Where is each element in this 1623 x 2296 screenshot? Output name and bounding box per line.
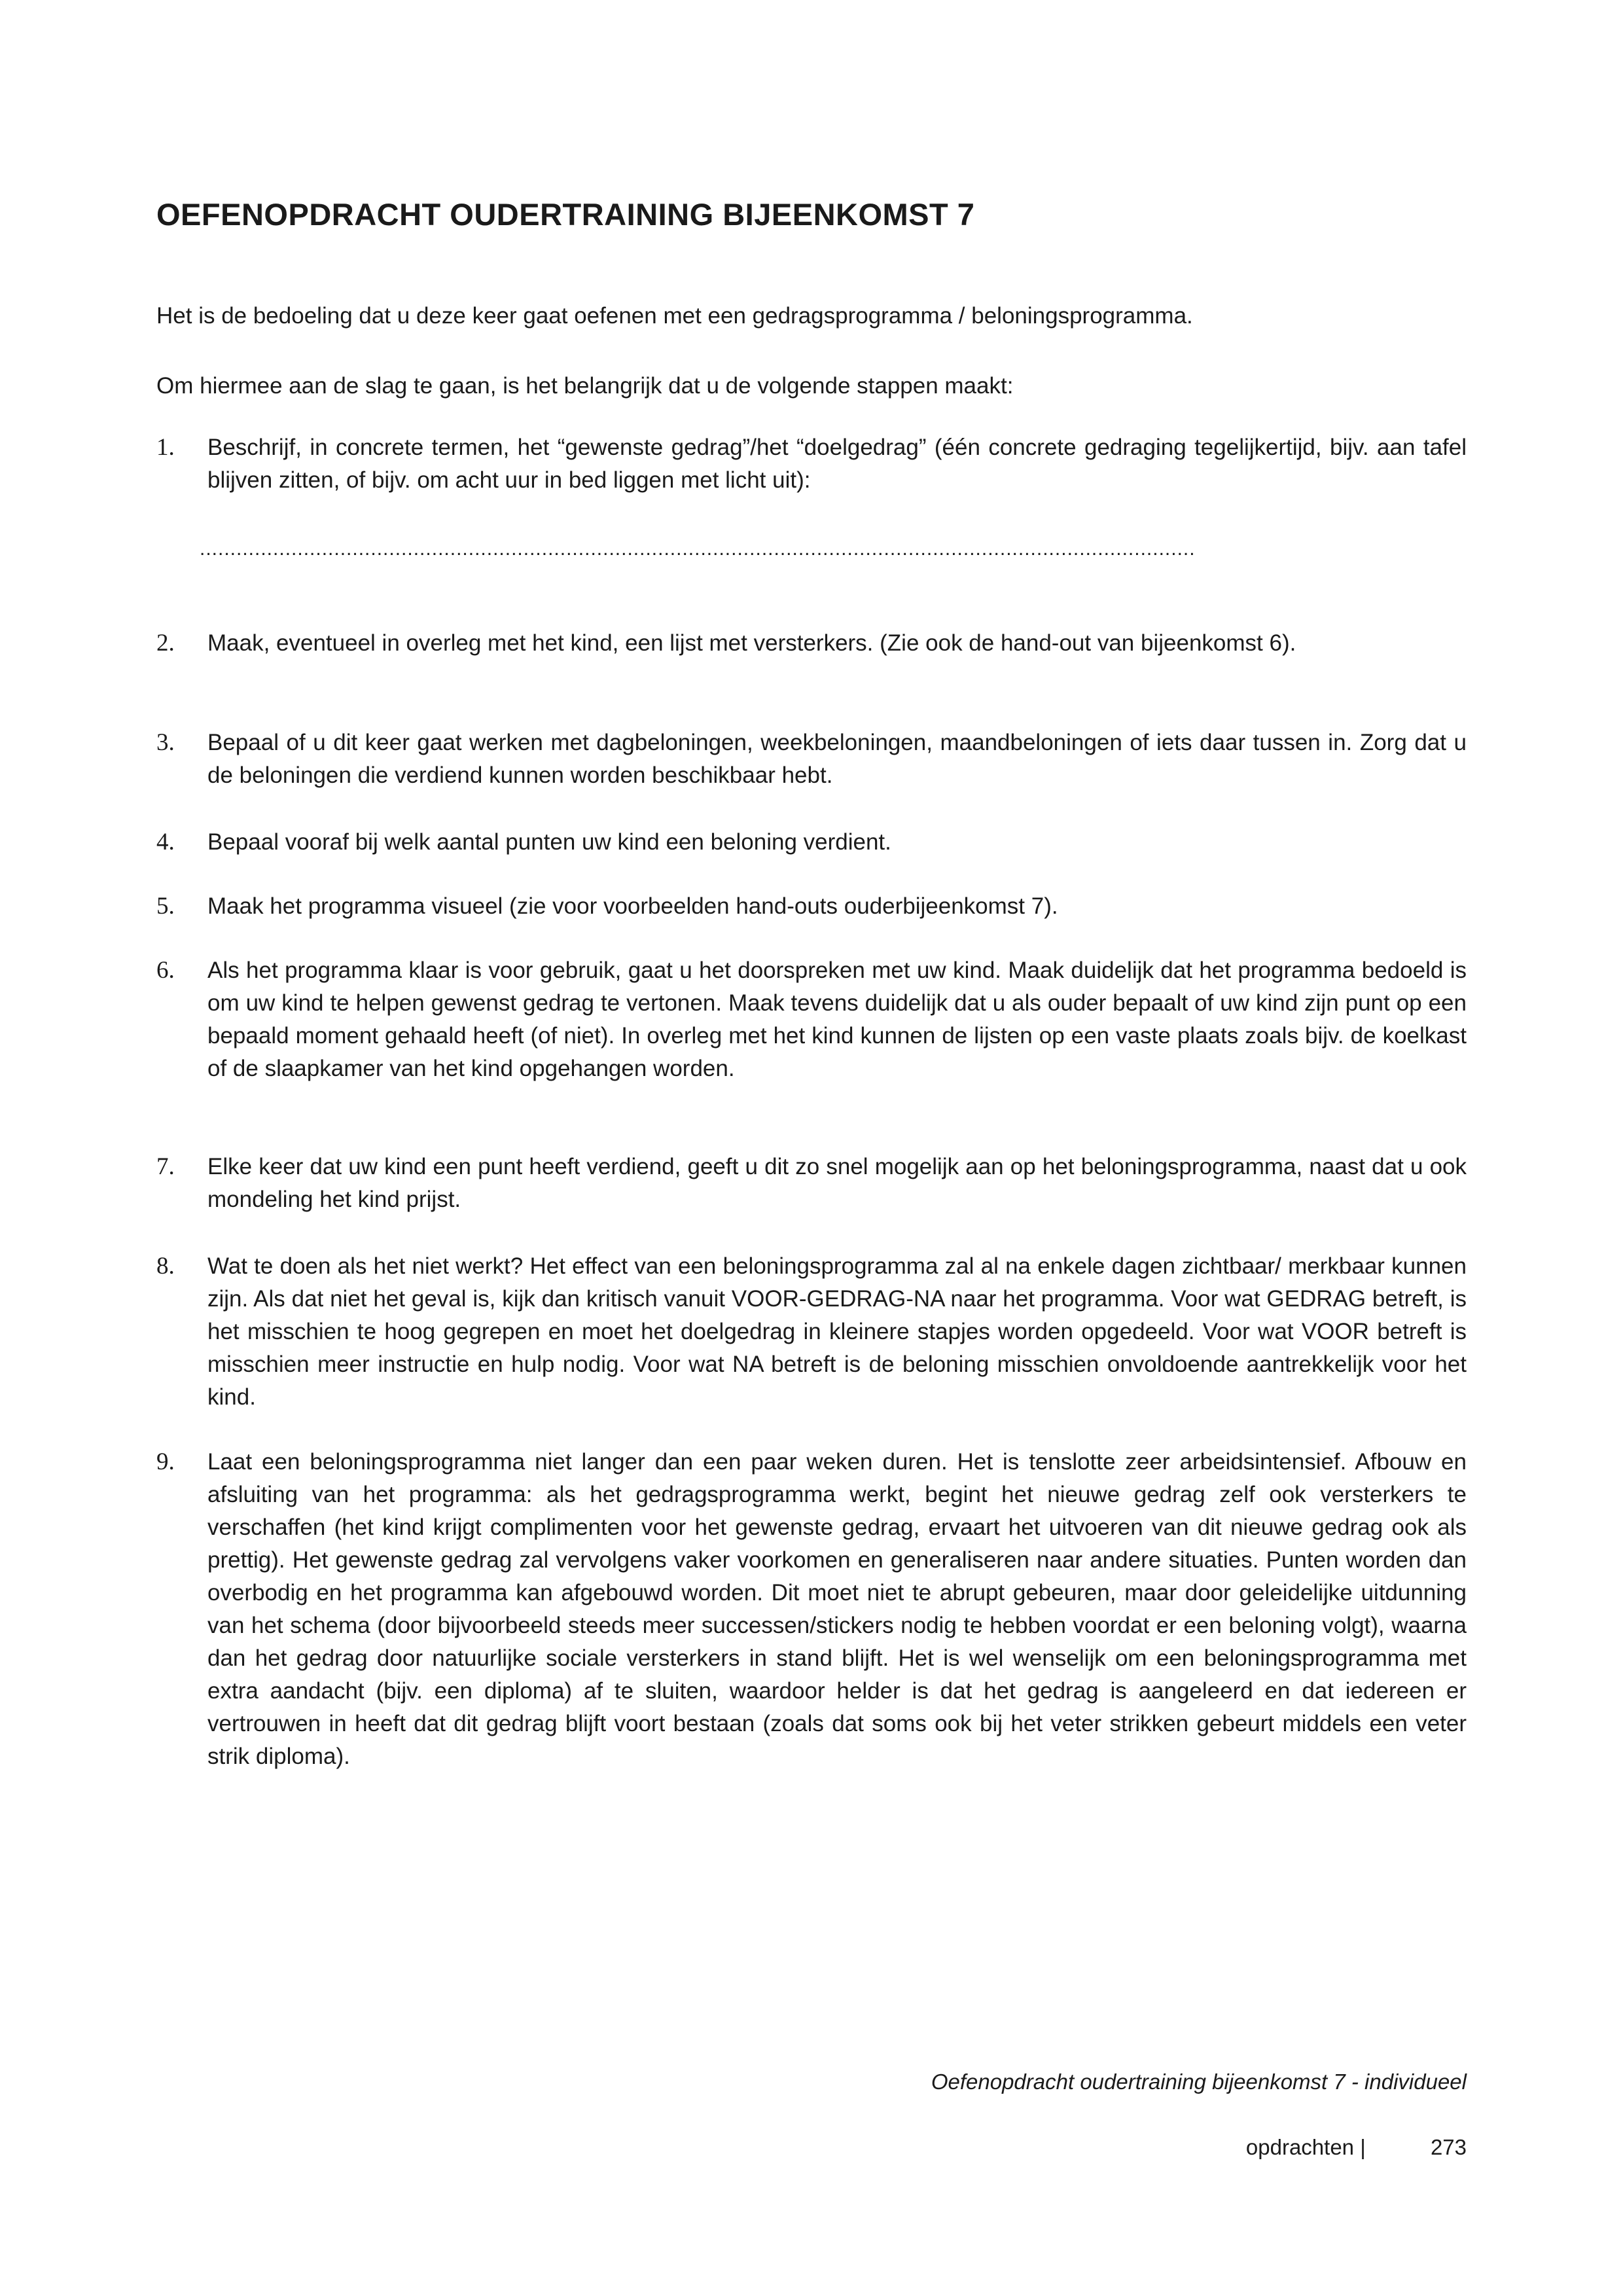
footer-caption: Oefenopdracht oudertraining bijeenkomst 7 - individueel bbox=[931, 2070, 1467, 2094]
intro-paragraph: Het is de bedoeling dat u deze keer gaat oefenen met een gedragsprogramma / beloningsprogramma. bbox=[156, 303, 1193, 329]
list-item bbox=[156, 627, 1467, 660]
item-number: 9. bbox=[156, 1448, 175, 1475]
list-item bbox=[156, 1151, 1467, 1216]
list-item bbox=[156, 954, 1467, 1085]
item-text: Maak het programma visueel (zie voor voorbeelden hand-outs ouderbijeenkomst 7). bbox=[207, 893, 1058, 919]
page-number: 273 bbox=[1430, 2135, 1467, 2159]
item-text: Bepaal vooraf bij welk aantal punten uw kind een beloning verdient. bbox=[207, 829, 891, 855]
page-title: OEFENOPDRACHT OUDERTRAINING BIJEENKOMST 7 bbox=[156, 197, 975, 232]
intro-paragraph: Om hiermee aan de slag te gaan, is het belangrijk dat u de volgende stappen maakt: bbox=[156, 373, 1014, 399]
item-text: Laat een beloningsprogramma niet langer dan een paar weken duren. Het is tenslotte zeer arbeidsintensief. Afbouw en afsluiting van het programma: als het gedragsprogramma werkt, begint het nieuwe gedrag zelf ook versterkers te verschaffen (het kind krijgt complimenten voor het gewenste gedrag, ervaart het uitvoeren van dit nieuwe gedrag ook als prettig). Het gewenste gedrag zal vervolgens vaker voorkomen en generaliseren naar andere situaties. Punten worden dan overbodig en het programma kan afgebouwd worden. Dit moet niet te abrupt gebeuren, maar door geleidelijke uitdunning van het schema (door bijvoorbeeld steeds meer successen/stickers nodig te hebben voordat er een beloning volgt), waarna dan het gedrag door natuurlijke sociale versterkers in stand blijft. Het is wel wenselijk om een beloningsprogramma met extra aandacht (bijv. een diploma) af te sluiten, waardoor helder is dat het gedrag is aangeleerd en dat iedereen er vertrouwen in heeft dat dit gedrag blijft voort bestaan (zoals dat soms ook bij het veter strikken gebeurt middels een veter strik diploma). bbox=[207, 1449, 1467, 1769]
page-footer bbox=[1246, 2135, 1467, 2160]
item-number: 2. bbox=[156, 630, 175, 656]
item-text: Beschrijf, in concrete termen, het “gewenste gedrag”/het “doelgedrag” (één concrete gedraging tegelijkertijd, bijv. aan tafel blijven zitten, of bijv. om acht uur in bed liggen met licht uit): bbox=[207, 435, 1467, 493]
item-number: 5. bbox=[156, 893, 175, 920]
answer-line[interactable]: ................................................................................................................................................................... bbox=[200, 538, 1196, 560]
list-item bbox=[156, 826, 1467, 859]
item-number: 7. bbox=[156, 1153, 175, 1180]
list-item bbox=[156, 431, 1467, 497]
list-item bbox=[156, 890, 1467, 923]
item-number: 6. bbox=[156, 957, 175, 984]
item-text: Bepaal of u dit keer gaat werken met dagbeloningen, weekbeloningen, maandbeloningen of iets daar tussen in. Zorg dat u de beloningen die verdiend kunnen worden beschikbaar hebt. bbox=[207, 730, 1467, 788]
item-text: Wat te doen als het niet werkt? Het effect van een beloningsprogramma zal al na enkele dagen zichtbaar/ merkbaar kunnen zijn. Als dat niet het geval is, kijk dan kritisch vanuit VOOR-GEDRAG-NA naar het programma. Voor wat GEDRAG betreft, is het misschien te hoog gegrepen en moet het doelgedrag in kleinere stapjes worden opgedeeld. Voor wat VOOR betreft is misschien meer instructie en hulp nodig. Voor wat NA betreft is de beloning misschien onvoldoende aantrekkelijk voor het kind. bbox=[207, 1253, 1467, 1410]
list-item bbox=[156, 726, 1467, 792]
item-text: Elke keer dat uw kind een punt heeft verdiend, geeft u dit zo snel mogelijk aan op het beloningsprogramma, naast dat u ook mondeling het kind prijst. bbox=[207, 1154, 1467, 1212]
list-item bbox=[156, 1250, 1467, 1414]
item-text: Maak, eventueel in overleg met het kind, een lijst met versterkers. (Zie ook de hand-out van bijeenkomst 6). bbox=[207, 630, 1296, 656]
item-number: 3. bbox=[156, 729, 175, 756]
list-item bbox=[156, 1446, 1467, 1773]
item-text: Als het programma klaar is voor gebruik, gaat u het doorspreken met uw kind. Maak duidelijk dat het programma bedoeld is om uw kind te helpen gewenst gedrag te vertonen. Maak tevens duidelijk dat u als ouder bepaalt of uw kind zijn punt op een bepaald moment gehaald heeft (of niet). In overleg met het kind kunnen de lijsten op een vaste plaats zoals bijv. de koelkast of de slaapkamer van het kind opgehangen worden. bbox=[207, 958, 1467, 1081]
item-number: 4. bbox=[156, 829, 175, 855]
item-number: 8. bbox=[156, 1253, 175, 1280]
item-number: 1. bbox=[156, 434, 175, 461]
section-label: opdrachten | bbox=[1245, 2135, 1366, 2159]
